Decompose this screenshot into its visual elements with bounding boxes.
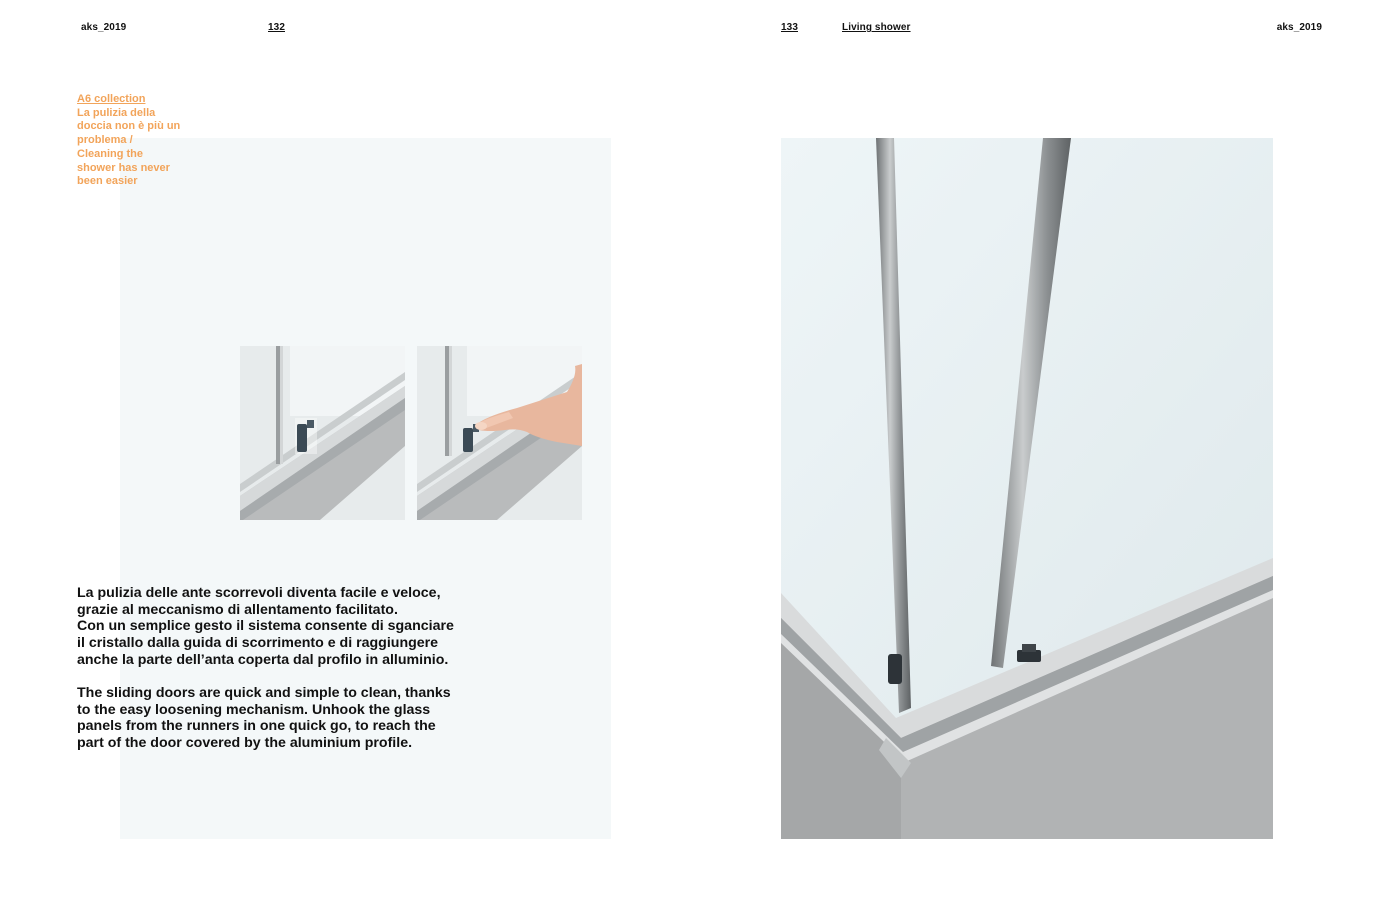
door-guide-image — [240, 346, 405, 520]
thumbnail-finger-release — [417, 346, 582, 520]
page-number-right[interactable]: 133 — [781, 22, 798, 33]
shower-corner-image — [781, 138, 1273, 839]
finger-release-image — [417, 346, 582, 520]
description-italian: La pulizia delle ante scorrevoli diventa facile e veloce, grazie al meccanismo di allentamento facilitato. Con un semplice gesto il sistema consente di sganciare il cristallo dalla guida di scorrimento e di raggiungere anche la parte dell’anta coperta dal profilo in alluminio. — [77, 585, 454, 668]
collection-title-link[interactable]: A6 collection — [77, 93, 146, 105]
brand-left: aks_2019 — [81, 22, 127, 33]
thumbnail-door-guide — [240, 346, 405, 520]
section-title-link[interactable]: Living shower — [842, 22, 911, 33]
page-number-left[interactable]: 132 — [268, 22, 285, 33]
collection-subtitle: La pulizia della doccia non è più un problema / Cleaning the shower has never been easier — [77, 106, 181, 188]
brand-right: aks_2019 — [1276, 22, 1322, 33]
description-english: The sliding doors are quick and simple to clean, thanks to the easy loosening mechanism. Unhook the glass panels from the runners in one quick go, to reach the part of the door covered by the aluminium profile. — [77, 685, 451, 752]
main-shower-photo — [781, 138, 1273, 839]
collection-note — [77, 93, 182, 189]
